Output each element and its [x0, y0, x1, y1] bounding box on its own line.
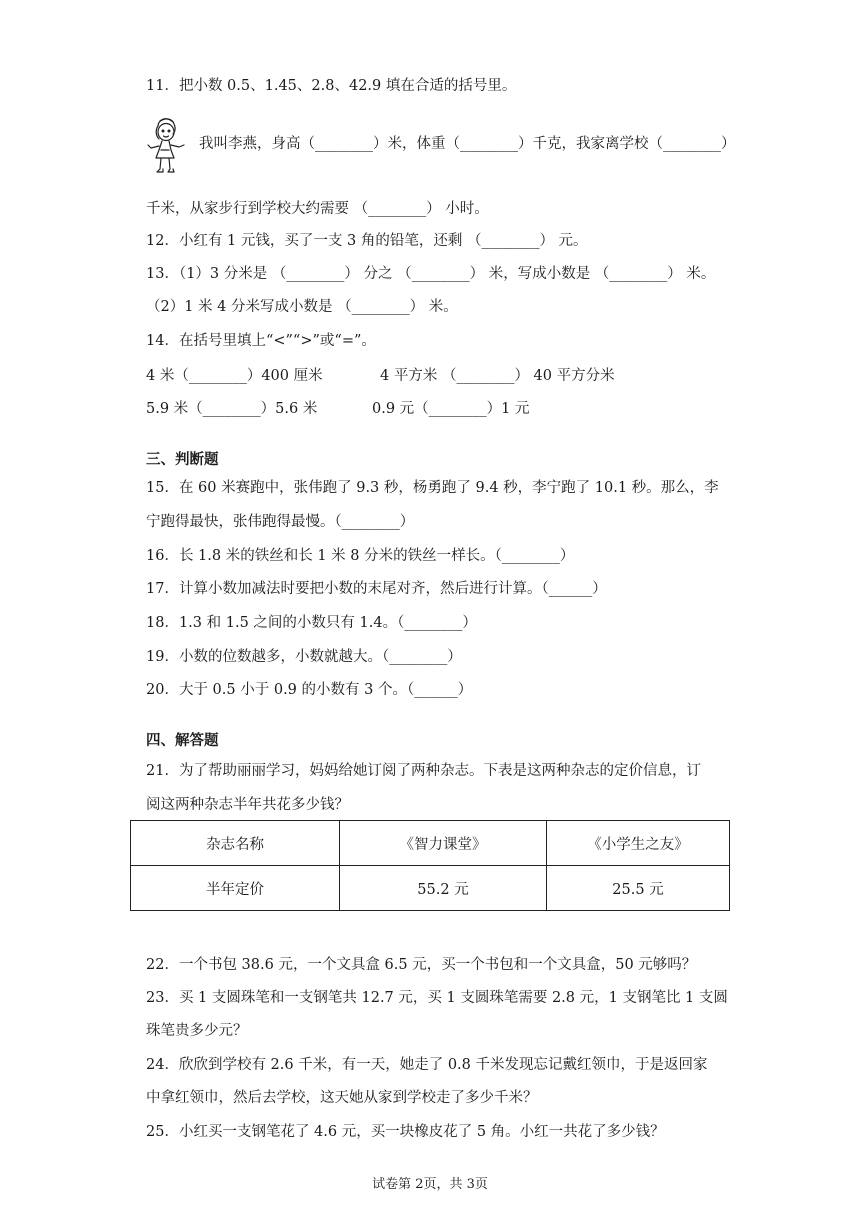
question-14-item-a: 4 米（________）400 厘米 [146, 368, 323, 384]
table-cell: 《小学生之友》 [547, 821, 730, 866]
question-11-continued: 千米，从家步行到学校大约需要 （________） 小时。 [146, 201, 489, 217]
question-11: 11．把小数 0.5、1.45、2.8、42.9 填在合适的括号里。 [146, 78, 517, 94]
question-12: 12．小红有 1 元钱，买了一支 3 角的铅笔，还剩 （________） 元。 [146, 233, 588, 249]
table-row [131, 866, 730, 911]
table-cell: 《智力课堂》 [340, 821, 547, 866]
table-cell: 半年定价 [131, 866, 340, 911]
table-cell: 杂志名称 [131, 821, 340, 866]
question-23-line-1: 23．买 1 支圆珠笔和一支钢笔共 12.7 元，买 1 支圆珠笔需要 2.8 元，1 支钢笔比 1 支圆 [146, 990, 728, 1006]
question-16: 16．长 1.8 米的铁丝和长 1 米 8 分米的铁丝一样长。（________） [146, 548, 575, 564]
page-footer: 试卷第 2页，共 3页 [372, 1177, 488, 1192]
question-18: 18．1.3 和 1.5 之间的小数只有 1.4。（________） [146, 615, 477, 631]
question-14-item-d: 0.9 元（________）1 元 [372, 401, 530, 417]
girl-cartoon-icon [142, 114, 194, 176]
magazine-price-table [130, 820, 730, 911]
question-21-line-1: 21．为了帮助丽丽学习，妈妈给她订阅了两种杂志。下表是这两种杂志的定价信息，订 [146, 763, 701, 779]
question-24-line-2: 中拿红领巾，然后去学校，这天她从家到学校走了多少千米？ [146, 1090, 538, 1106]
question-14-item-b: 4 平方米 （________） 40 平方分米 [380, 368, 615, 384]
table-cell: 55.2 元 [340, 866, 547, 911]
question-23-line-2: 珠笔贵多少元？ [146, 1023, 248, 1039]
question-19: 19．小数的位数越多，小数就越大。（________） [146, 649, 462, 665]
question-22: 22．一个书包 38.6 元，一个文具盒 6.5 元，买一个书包和一个文具盒，50 元够吗？ [146, 957, 697, 973]
question-21-line-2: 阅这两种杂志半年共花多少钱？ [146, 797, 349, 813]
question-13-part-1: 13．（1）3 分米是 （________） 分之 （________） 米，写成小数是 （________） 米。 [146, 266, 716, 282]
question-14: 14．在括号里填上“<”“>”或“=”。 [146, 333, 376, 349]
question-11-speech: 我叫李燕，身高（________）米，体重（________）千克，我家离学校（________） [199, 136, 736, 152]
section-3-heading: 三、判断题 [146, 451, 219, 468]
section-4-heading: 四、解答题 [146, 732, 219, 749]
table-row [131, 821, 730, 866]
question-13-part-2: （2）1 米 4 分米写成小数是 （________） 米。 [146, 299, 458, 315]
question-20: 20．大于 0.5 小于 0.9 的小数有 3 个。（______） [146, 682, 473, 698]
question-25: 25．小红买一支钢笔花了 4.6 元，买一块橡皮花了 5 角。小红一共花了多少钱？ [146, 1124, 665, 1140]
question-15-line-2: 宁跑得最快，张伟跑得最慢。（________） [146, 514, 415, 530]
table-cell: 25.5 元 [547, 866, 730, 911]
question-24-line-1: 24．欣欣到学校有 2.6 千米，有一天，她走了 0.8 千米发现忘记戴红领巾，于是返回家 [146, 1057, 708, 1073]
question-17: 17．计算小数加减法时要把小数的末尾对齐，然后进行计算。（______） [146, 581, 607, 597]
question-15-line-1: 15．在 60 米赛跑中，张伟跑了 9.3 秒，杨勇跑了 9.4 秒，李宁跑了 10.1 秒。那么，李 [146, 480, 719, 496]
question-14-item-c: 5.9 米（________）5.6 米 [146, 401, 318, 417]
